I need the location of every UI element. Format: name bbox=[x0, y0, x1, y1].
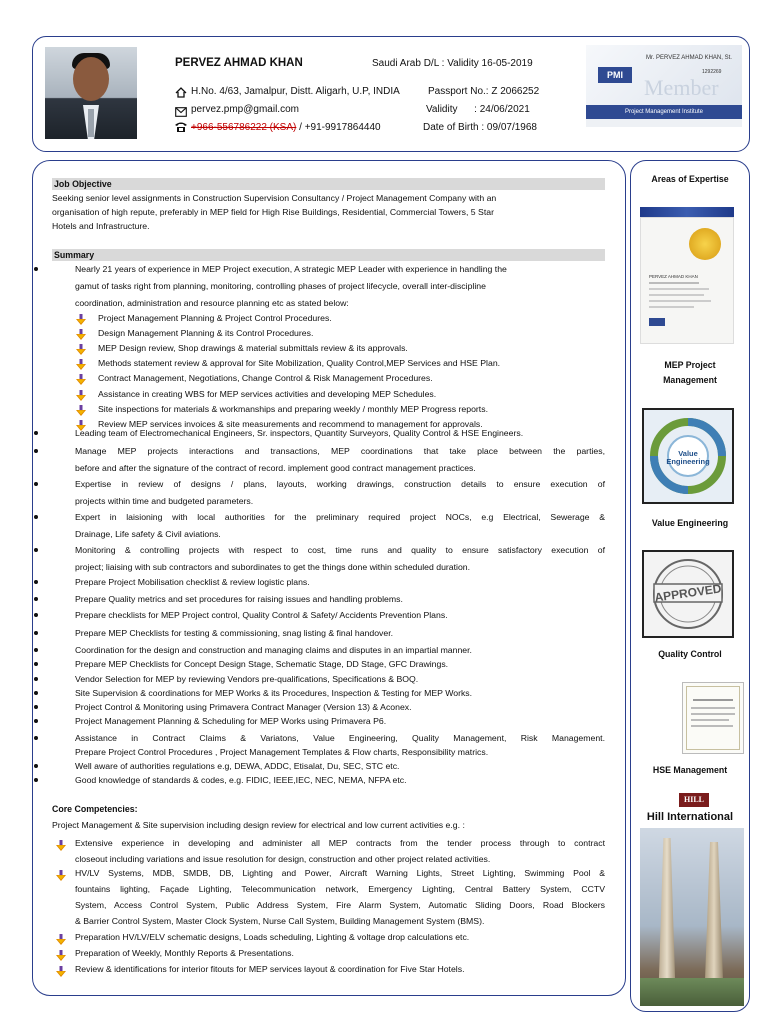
candidate-name: PERVEZ AHMAD KHAN bbox=[175, 57, 303, 69]
mep-label-line-1: MEP Project bbox=[664, 360, 716, 370]
arrow-bullet-icon bbox=[76, 357, 86, 368]
home-icon bbox=[175, 85, 187, 96]
summary-intro-line: Nearly 21 years of experience in MEP Project execution, A strategic MEP Leader with experience in handling the bbox=[75, 264, 507, 274]
driving-license: Saudi Arab D/L : Validity 16-05-2019 bbox=[372, 58, 533, 69]
summary-subitem: Contract Management, Negotiations, Change Control & Risk Management Procedures. bbox=[98, 373, 433, 384]
summary-subitem: MEP Design review, Shop drawings & material submittals review & its approvals. bbox=[98, 343, 408, 354]
phone-india: +91-9917864440 bbox=[304, 122, 381, 133]
summary-bullet-line: Prepare checklists for MEP Project control, Quality Control & Safety/ Accidents Prevention Plans. bbox=[75, 610, 448, 620]
summary-bullet-line: Prepare MEP Checklists for Concept Design Stage, Schematic Stage, DD Stage, GFC Drawings. bbox=[75, 659, 449, 669]
summary-subitem: Site inspections for materials & workmanships and preparing weekly / monthly MEP Progress reports. bbox=[98, 403, 488, 414]
summary-bullet-line: Coordination for the design and construction and managing claims and disputes in an impartial manner. bbox=[75, 645, 472, 655]
summary-bullet-line: Project Control & Monitoring using Primavera Contract Manager (Version 13) & Aconex. bbox=[75, 702, 412, 712]
job-objective-line: Hotels and Infrastructure. bbox=[52, 221, 150, 231]
arrow-bullet-icon bbox=[76, 372, 86, 383]
bullet-dot bbox=[34, 631, 38, 635]
summary-bullet-line: Expert in laisioning with local authorities for the preliminary required project NOCs, e.g Electrical, Sewerage & bbox=[75, 512, 605, 522]
hse-management-label: HSE Management bbox=[652, 765, 728, 775]
bullet-dot bbox=[34, 705, 38, 709]
value-engineering-label: Value Engineering bbox=[651, 518, 729, 528]
job-objective-heading: Job Objective bbox=[52, 178, 605, 190]
card-watermark: Member bbox=[644, 75, 719, 100]
arrow-bullet-icon bbox=[76, 388, 86, 399]
core-item-line: Preparation HV/LV/ELV schematic designs, Loads scheduling, Lighting & voltage drop calculations etc. bbox=[75, 932, 470, 942]
summary-subitem: Methods statement review & approval for Site Mobilization, Quality Control,MEP Services and HSE Plan. bbox=[98, 358, 501, 369]
email[interactable]: pervez.pmp@gmail.com bbox=[191, 104, 299, 115]
hill-towers-image bbox=[640, 828, 744, 1006]
phone-ksa: +966-556786222 (KSA) bbox=[191, 122, 297, 133]
summary-bullet-line: Prepare Quality metrics and set procedures for raising issues and handling problems. bbox=[75, 594, 403, 604]
summary-bullet-line: Drainage, Life safety & Civil aviations. bbox=[75, 529, 221, 539]
phone-separator: / bbox=[299, 122, 302, 133]
summary-bullet-line: before and after the signature of the contract of record. implement good contract management practices. bbox=[75, 463, 476, 473]
job-objective-line: organisation of high repute, preferably in MEP field for High Rise Buildings, Residential, Commercial Towers, 5 Star bbox=[52, 207, 494, 217]
phone-line bbox=[191, 122, 381, 134]
pmi-logo: PMI bbox=[598, 67, 632, 83]
bullet-dot bbox=[34, 515, 38, 519]
mep-project-management-label bbox=[634, 358, 746, 388]
arrow-bullet-icon bbox=[56, 964, 66, 975]
certificate-name: PERVEZ AHMAD KHAN bbox=[649, 274, 698, 279]
bullet-dot bbox=[34, 449, 38, 453]
summary-bullet-line: Monitoring & controlling projects with respect to cost, time runs and quality to ensure satisfactory execution of bbox=[75, 545, 605, 555]
core-item-line: fountains lighting, Façade Lighting, Telecommunication network, Emergency Lighting, Central Battery System, CCTV bbox=[75, 884, 605, 894]
pmp-certificate-image bbox=[640, 217, 734, 344]
summary-subitem: Project Management Planning & Project Control Procedures. bbox=[98, 313, 332, 323]
summary-bullet-line: Manage MEP projects interactions and transactions, MEP coordinations that take place between the parties, bbox=[75, 446, 605, 456]
address: H.No. 4/63, Jamalpur, Distt. Aligarh, U.P, INDIA bbox=[191, 86, 400, 97]
summary-subitem: Review MEP services invoices & site measurements and recommend to management for approvals. bbox=[98, 418, 483, 429]
arrow-bullet-icon bbox=[76, 312, 86, 323]
summary-subitem: Assistance in creating WBS for MEP services activities and developing MEP Schedules. bbox=[98, 388, 437, 399]
date-of-birth: Date of Birth : 09/07/1968 bbox=[423, 122, 537, 133]
core-item-line: HV/LV Systems, MDB, SMDB, DB, Lighting and Power, Aircraft Warning Lights, Street Lighting, Swimming Pool & bbox=[75, 868, 605, 878]
bullet-dot bbox=[34, 764, 38, 768]
envelope-icon bbox=[175, 104, 187, 114]
card-institute-bar: Project Management Institute bbox=[586, 105, 742, 119]
sidebar-banner-strip bbox=[640, 207, 734, 217]
summary-bullet-line: projects within time and budgeted parameters. bbox=[75, 496, 254, 506]
passport-validity: Validity : 24/06/2021 bbox=[426, 104, 530, 115]
core-item-line: System, Access Control System, Public Address System, Fire Alarm System, Automatic Sliding Doors, Road Blockers bbox=[75, 900, 605, 910]
bullet-dot bbox=[34, 613, 38, 617]
arrow-bullet-icon bbox=[56, 868, 66, 879]
core-item-line: closeout including variations and issue resolution for design, construction and other project related activities. bbox=[75, 854, 491, 864]
bullet-dot bbox=[34, 482, 38, 486]
bullet-dot bbox=[34, 431, 38, 435]
summary-bullet-line: Leading team of Electromechanical Engineers, Sr. inspectors, Quantity Surveyors, Quality Control & HSE Engineers. bbox=[75, 428, 524, 438]
bullet-dot bbox=[34, 778, 38, 782]
hill-international-label: Hill International bbox=[646, 811, 734, 823]
core-item-line: Extensive experience in developing and administer all MEP contracts from the tender process through to contract bbox=[75, 838, 605, 848]
arrow-bullet-icon bbox=[56, 838, 66, 849]
summary-bullet-line: Good knowledge of standards & codes, e.g. FIDIC, IEEE,IEC, NEC, NEMA, NFPA etc. bbox=[75, 775, 407, 785]
bullet-dot bbox=[34, 648, 38, 652]
summary-bullet-line: Site Supervision & coordinations for MEP Works & its Procedures, Inspection & Testing for MEP Works. bbox=[75, 688, 473, 698]
pmi-member-card bbox=[586, 45, 742, 127]
passport-number: Passport No.: Z 2066252 bbox=[428, 86, 540, 97]
quality-control-label: Quality Control bbox=[658, 649, 722, 659]
core-competencies-intro: Project Management & Site supervision including design review for electrical and low current activities e.g. : bbox=[52, 820, 465, 830]
core-item-line: Preparation of Weekly, Monthly Reports & Presentations. bbox=[75, 948, 294, 958]
summary-bullet-line: project; liaising with sub contractors and subordinates to get the things done within scheduled duration. bbox=[75, 562, 471, 572]
quality-approved-stamp-image bbox=[642, 550, 734, 638]
mep-label-line-2: Management bbox=[663, 375, 717, 385]
bullet-dot bbox=[34, 691, 38, 695]
bullet-dot bbox=[34, 662, 38, 666]
arrow-bullet-icon bbox=[56, 948, 66, 959]
bullet-dot bbox=[34, 597, 38, 601]
arrow-bullet-icon bbox=[76, 342, 86, 353]
arrow-bullet-icon bbox=[76, 403, 86, 414]
bullet-dot bbox=[34, 580, 38, 584]
value-engineering-image bbox=[642, 408, 734, 504]
summary-intro-line: gamut of tasks right from planning, monitoring, controlling phases of project lifecycle, overall inter-discipline bbox=[75, 281, 486, 291]
summary-bullet-line: Well aware of authorities regulations e.g, DEWA, ADDC, Etisalat, Du, SEC, STC etc. bbox=[75, 761, 400, 771]
summary-bullet-line: Vendor Selection for MEP by reviewing Vendors pre-qualifications, Specifications & BOQ. bbox=[75, 674, 419, 684]
summary-bullet-line: Prepare MEP Checklists for testing & commissioning, snag listing & final handover. bbox=[75, 628, 394, 638]
areas-of-expertise-heading: Areas of Expertise bbox=[651, 174, 729, 184]
arrow-bullet-icon bbox=[56, 932, 66, 943]
core-competencies-heading: Core Competencies: bbox=[52, 804, 138, 814]
summary-bullet-line: Assistance in Contract Claims & Variatons, Value Engineering, Quality Management, Risk Management. bbox=[75, 733, 605, 743]
arrow-bullet-icon bbox=[76, 327, 86, 338]
summary-bullet-line: Project Management Planning & Scheduling for MEP Works using Primavera P6. bbox=[75, 716, 387, 726]
summary-bullet-line: Prepare Project Mobilisation checklist & review logistic plans. bbox=[75, 577, 310, 587]
bullet-dot bbox=[34, 736, 38, 740]
card-member-name: Mr. PERVEZ AHMAD KHAN, St. bbox=[646, 55, 732, 61]
bullet-dot bbox=[34, 267, 38, 271]
value-engineering-image-text: Value Engineering bbox=[666, 449, 710, 466]
core-item-line: Review & identifications for interior fitouts for MEP services layout & coordination for Five Star Hotels. bbox=[75, 964, 465, 974]
profile-photo bbox=[45, 47, 137, 139]
summary-intro-line: coordination, administration and resource planning etc as stated below: bbox=[75, 298, 349, 308]
hill-logo: HILL bbox=[679, 793, 709, 807]
hse-certificate-image bbox=[682, 682, 744, 754]
bullet-dot bbox=[34, 719, 38, 723]
approved-stamp-text: APPROVED bbox=[653, 581, 723, 605]
card-member-number: 1292269 bbox=[702, 69, 722, 75]
core-item-line: & Barrier Control System, Master Clock System, Nurse Call System, Building Management System (BMS). bbox=[75, 916, 485, 926]
phone-icon bbox=[174, 120, 188, 132]
summary-bullet-line: Prepare Project Control Procedures , Project Management Templates & Flow charts, Responsibility matrics. bbox=[75, 747, 489, 757]
job-objective-line: Seeking senior level assignments in Construction Supervision Consultancy / Project Management Company with an bbox=[52, 193, 497, 203]
summary-subitem: Design Management Planning & its Control Procedures. bbox=[98, 328, 314, 339]
summary-heading: Summary bbox=[52, 249, 605, 261]
bullet-dot bbox=[34, 677, 38, 681]
bullet-dot bbox=[34, 548, 38, 552]
summary-bullet-line: Expertise in review of designs / plans, layouts, working drawings, construction details to ensure execution of bbox=[75, 479, 605, 489]
